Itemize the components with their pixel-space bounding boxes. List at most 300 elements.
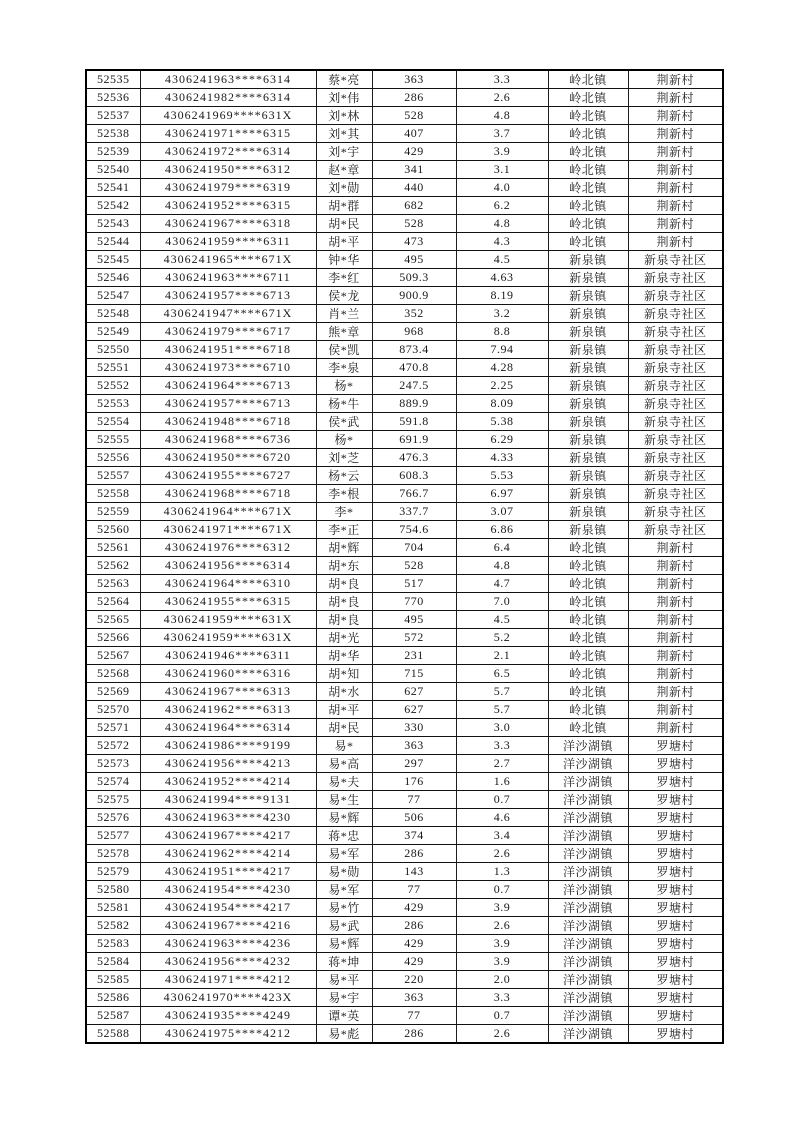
table-row bbox=[86, 269, 723, 287]
table-row bbox=[86, 1007, 723, 1025]
cell-serial-number: 52586 bbox=[86, 989, 140, 1007]
cell-id-number: 4306241946****6311 bbox=[140, 647, 316, 665]
cell-value-1: 968 bbox=[372, 323, 456, 341]
cell-town: 洋沙湖镇 bbox=[548, 935, 628, 953]
cell-serial-number: 52558 bbox=[86, 485, 140, 503]
cell-town: 新泉镇 bbox=[548, 341, 628, 359]
cell-id-number: 4306241962****6313 bbox=[140, 701, 316, 719]
cell-town: 岭北镇 bbox=[548, 233, 628, 251]
cell-name: 侯*凯 bbox=[316, 341, 372, 359]
cell-serial-number: 52567 bbox=[86, 647, 140, 665]
cell-id-number: 4306241973****6710 bbox=[140, 359, 316, 377]
cell-value-2: 7.0 bbox=[456, 593, 548, 611]
cell-value-2: 3.3 bbox=[456, 989, 548, 1007]
cell-village: 荆新村 bbox=[628, 70, 723, 89]
cell-village: 新泉寺社区 bbox=[628, 413, 723, 431]
cell-village: 荆新村 bbox=[628, 683, 723, 701]
table-row bbox=[86, 287, 723, 305]
cell-id-number: 4306241951****6718 bbox=[140, 341, 316, 359]
cell-id-number: 4306241956****4213 bbox=[140, 755, 316, 773]
cell-value-2: 5.7 bbox=[456, 683, 548, 701]
cell-name: 易*辉 bbox=[316, 809, 372, 827]
cell-id-number: 4306241957****6713 bbox=[140, 287, 316, 305]
cell-serial-number: 52555 bbox=[86, 431, 140, 449]
cell-id-number: 4306241975****4212 bbox=[140, 1025, 316, 1044]
cell-town: 洋沙湖镇 bbox=[548, 791, 628, 809]
cell-town: 洋沙湖镇 bbox=[548, 971, 628, 989]
table-row bbox=[86, 539, 723, 557]
cell-name: 易*高 bbox=[316, 755, 372, 773]
cell-name: 谭*英 bbox=[316, 1007, 372, 1025]
cell-name: 胡*民 bbox=[316, 719, 372, 737]
cell-value-2: 3.1 bbox=[456, 161, 548, 179]
cell-id-number: 4306241950****6720 bbox=[140, 449, 316, 467]
cell-value-1: 528 bbox=[372, 557, 456, 575]
table-row bbox=[86, 557, 723, 575]
cell-id-number: 4306241954****4230 bbox=[140, 881, 316, 899]
cell-value-1: 337.7 bbox=[372, 503, 456, 521]
table-row bbox=[86, 431, 723, 449]
cell-village: 荆新村 bbox=[628, 215, 723, 233]
cell-village: 罗塘村 bbox=[628, 935, 723, 953]
cell-town: 新泉镇 bbox=[548, 503, 628, 521]
cell-value-1: 715 bbox=[372, 665, 456, 683]
cell-value-1: 341 bbox=[372, 161, 456, 179]
cell-serial-number: 52537 bbox=[86, 107, 140, 125]
cell-name: 肖*兰 bbox=[316, 305, 372, 323]
cell-value-2: 1.6 bbox=[456, 773, 548, 791]
cell-serial-number: 52576 bbox=[86, 809, 140, 827]
cell-id-number: 4306241963****6314 bbox=[140, 70, 316, 89]
cell-id-number: 4306241976****6312 bbox=[140, 539, 316, 557]
cell-id-number: 4306241959****631X bbox=[140, 611, 316, 629]
cell-value-1: 407 bbox=[372, 125, 456, 143]
cell-serial-number: 52579 bbox=[86, 863, 140, 881]
table-row bbox=[86, 251, 723, 269]
cell-name: 李*泉 bbox=[316, 359, 372, 377]
cell-town: 新泉镇 bbox=[548, 413, 628, 431]
cell-value-2: 8.19 bbox=[456, 287, 548, 305]
cell-value-1: 627 bbox=[372, 683, 456, 701]
cell-value-1: 143 bbox=[372, 863, 456, 881]
cell-village: 荆新村 bbox=[628, 575, 723, 593]
table-row bbox=[86, 575, 723, 593]
table-row bbox=[86, 70, 723, 89]
cell-serial-number: 52556 bbox=[86, 449, 140, 467]
cell-id-number: 4306241954****4217 bbox=[140, 899, 316, 917]
cell-id-number: 4306241964****6310 bbox=[140, 575, 316, 593]
cell-serial-number: 52541 bbox=[86, 179, 140, 197]
table-row bbox=[86, 179, 723, 197]
cell-town: 洋沙湖镇 bbox=[548, 863, 628, 881]
cell-value-1: 330 bbox=[372, 719, 456, 737]
cell-id-number: 4306241968****6736 bbox=[140, 431, 316, 449]
cell-value-1: 509.3 bbox=[372, 269, 456, 287]
cell-name: 胡*良 bbox=[316, 611, 372, 629]
cell-serial-number: 52549 bbox=[86, 323, 140, 341]
cell-value-2: 4.33 bbox=[456, 449, 548, 467]
cell-village: 新泉寺社区 bbox=[628, 359, 723, 377]
table-row bbox=[86, 467, 723, 485]
cell-serial-number: 52585 bbox=[86, 971, 140, 989]
table-row bbox=[86, 143, 723, 161]
cell-value-1: 77 bbox=[372, 1007, 456, 1025]
cell-id-number: 4306241971****6315 bbox=[140, 125, 316, 143]
cell-village: 荆新村 bbox=[628, 161, 723, 179]
cell-town: 岭北镇 bbox=[548, 629, 628, 647]
cell-town: 岭北镇 bbox=[548, 539, 628, 557]
cell-village: 罗塘村 bbox=[628, 827, 723, 845]
cell-town: 洋沙湖镇 bbox=[548, 989, 628, 1007]
cell-town: 新泉镇 bbox=[548, 449, 628, 467]
cell-serial-number: 52550 bbox=[86, 341, 140, 359]
cell-serial-number: 52573 bbox=[86, 755, 140, 773]
cell-name: 易*生 bbox=[316, 791, 372, 809]
cell-value-2: 3.3 bbox=[456, 70, 548, 89]
cell-town: 新泉镇 bbox=[548, 269, 628, 287]
cell-value-2: 4.5 bbox=[456, 251, 548, 269]
cell-village: 荆新村 bbox=[628, 719, 723, 737]
cell-id-number: 4306241959****6311 bbox=[140, 233, 316, 251]
cell-village: 荆新村 bbox=[628, 179, 723, 197]
cell-id-number: 4306241967****6313 bbox=[140, 683, 316, 701]
cell-name: 易*军 bbox=[316, 845, 372, 863]
cell-value-2: 6.29 bbox=[456, 431, 548, 449]
cell-serial-number: 52563 bbox=[86, 575, 140, 593]
cell-village: 新泉寺社区 bbox=[628, 251, 723, 269]
cell-village: 荆新村 bbox=[628, 143, 723, 161]
cell-village: 新泉寺社区 bbox=[628, 377, 723, 395]
cell-value-1: 517 bbox=[372, 575, 456, 593]
cell-town: 岭北镇 bbox=[548, 89, 628, 107]
cell-id-number: 4306241955****6727 bbox=[140, 467, 316, 485]
cell-village: 罗塘村 bbox=[628, 953, 723, 971]
cell-village: 荆新村 bbox=[628, 107, 723, 125]
cell-village: 荆新村 bbox=[628, 701, 723, 719]
table-row bbox=[86, 503, 723, 521]
cell-name: 胡*平 bbox=[316, 233, 372, 251]
cell-name: 易*武 bbox=[316, 917, 372, 935]
cell-serial-number: 52542 bbox=[86, 197, 140, 215]
cell-name: 刘*勋 bbox=[316, 179, 372, 197]
cell-village: 荆新村 bbox=[628, 125, 723, 143]
cell-value-1: 429 bbox=[372, 953, 456, 971]
cell-id-number: 4306241963****4236 bbox=[140, 935, 316, 953]
cell-name: 胡*东 bbox=[316, 557, 372, 575]
cell-id-number: 4306241963****4230 bbox=[140, 809, 316, 827]
cell-serial-number: 52535 bbox=[86, 70, 140, 89]
cell-value-2: 6.97 bbox=[456, 485, 548, 503]
cell-value-1: 176 bbox=[372, 773, 456, 791]
cell-town: 新泉镇 bbox=[548, 521, 628, 539]
cell-value-1: 286 bbox=[372, 917, 456, 935]
cell-village: 荆新村 bbox=[628, 539, 723, 557]
cell-town: 洋沙湖镇 bbox=[548, 953, 628, 971]
table-body bbox=[86, 70, 723, 1043]
records-table bbox=[85, 69, 724, 1044]
cell-village: 罗塘村 bbox=[628, 917, 723, 935]
table-row bbox=[86, 323, 723, 341]
table-row bbox=[86, 485, 723, 503]
cell-town: 新泉镇 bbox=[548, 287, 628, 305]
cell-village: 罗塘村 bbox=[628, 971, 723, 989]
cell-town: 洋沙湖镇 bbox=[548, 737, 628, 755]
cell-town: 新泉镇 bbox=[548, 395, 628, 413]
cell-value-2: 0.7 bbox=[456, 881, 548, 899]
cell-id-number: 4306241955****6315 bbox=[140, 593, 316, 611]
cell-value-1: 231 bbox=[372, 647, 456, 665]
cell-value-1: 429 bbox=[372, 143, 456, 161]
cell-village: 罗塘村 bbox=[628, 863, 723, 881]
cell-value-2: 2.6 bbox=[456, 89, 548, 107]
cell-value-1: 682 bbox=[372, 197, 456, 215]
cell-serial-number: 52561 bbox=[86, 539, 140, 557]
cell-value-2: 5.7 bbox=[456, 701, 548, 719]
cell-name: 蒋*坤 bbox=[316, 953, 372, 971]
cell-name: 易*辉 bbox=[316, 935, 372, 953]
cell-serial-number: 52583 bbox=[86, 935, 140, 953]
table-row bbox=[86, 1025, 723, 1044]
cell-id-number: 4306241963****6711 bbox=[140, 269, 316, 287]
table-row bbox=[86, 521, 723, 539]
cell-name: 李*根 bbox=[316, 485, 372, 503]
cell-town: 洋沙湖镇 bbox=[548, 917, 628, 935]
cell-value-1: 374 bbox=[372, 827, 456, 845]
cell-name: 刘*伟 bbox=[316, 89, 372, 107]
cell-town: 岭北镇 bbox=[548, 557, 628, 575]
cell-village: 罗塘村 bbox=[628, 791, 723, 809]
cell-village: 荆新村 bbox=[628, 647, 723, 665]
cell-name: 熊*章 bbox=[316, 323, 372, 341]
cell-value-1: 470.8 bbox=[372, 359, 456, 377]
cell-town: 新泉镇 bbox=[548, 359, 628, 377]
cell-town: 洋沙湖镇 bbox=[548, 899, 628, 917]
cell-village: 荆新村 bbox=[628, 629, 723, 647]
cell-village: 罗塘村 bbox=[628, 755, 723, 773]
cell-value-2: 3.7 bbox=[456, 125, 548, 143]
cell-serial-number: 52572 bbox=[86, 737, 140, 755]
cell-id-number: 4306241967****4217 bbox=[140, 827, 316, 845]
cell-town: 岭北镇 bbox=[548, 215, 628, 233]
table-row bbox=[86, 449, 723, 467]
cell-value-2: 4.0 bbox=[456, 179, 548, 197]
table-row bbox=[86, 341, 723, 359]
cell-village: 罗塘村 bbox=[628, 989, 723, 1007]
cell-serial-number: 52588 bbox=[86, 1025, 140, 1044]
cell-town: 洋沙湖镇 bbox=[548, 755, 628, 773]
cell-village: 罗塘村 bbox=[628, 845, 723, 863]
cell-town: 洋沙湖镇 bbox=[548, 1007, 628, 1025]
cell-value-2: 4.8 bbox=[456, 215, 548, 233]
cell-name: 赵*章 bbox=[316, 161, 372, 179]
cell-value-1: 363 bbox=[372, 989, 456, 1007]
table-row bbox=[86, 827, 723, 845]
cell-value-1: 352 bbox=[372, 305, 456, 323]
cell-serial-number: 52551 bbox=[86, 359, 140, 377]
cell-value-2: 5.38 bbox=[456, 413, 548, 431]
cell-value-2: 6.4 bbox=[456, 539, 548, 557]
cell-name: 胡*良 bbox=[316, 593, 372, 611]
cell-serial-number: 52575 bbox=[86, 791, 140, 809]
cell-village: 荆新村 bbox=[628, 593, 723, 611]
cell-value-1: 528 bbox=[372, 107, 456, 125]
cell-value-2: 2.25 bbox=[456, 377, 548, 395]
cell-id-number: 4306241956****6314 bbox=[140, 557, 316, 575]
cell-serial-number: 52544 bbox=[86, 233, 140, 251]
cell-name: 胡*平 bbox=[316, 701, 372, 719]
cell-value-1: 286 bbox=[372, 845, 456, 863]
table-row bbox=[86, 89, 723, 107]
cell-value-2: 4.8 bbox=[456, 557, 548, 575]
cell-value-2: 3.9 bbox=[456, 899, 548, 917]
cell-village: 荆新村 bbox=[628, 197, 723, 215]
cell-serial-number: 52540 bbox=[86, 161, 140, 179]
cell-value-2: 3.07 bbox=[456, 503, 548, 521]
table-row bbox=[86, 215, 723, 233]
cell-value-1: 691.9 bbox=[372, 431, 456, 449]
cell-town: 新泉镇 bbox=[548, 431, 628, 449]
cell-value-1: 297 bbox=[372, 755, 456, 773]
cell-village: 新泉寺社区 bbox=[628, 323, 723, 341]
cell-value-2: 3.0 bbox=[456, 719, 548, 737]
cell-town: 岭北镇 bbox=[548, 647, 628, 665]
cell-value-2: 4.3 bbox=[456, 233, 548, 251]
cell-name: 易*宇 bbox=[316, 989, 372, 1007]
cell-name: 易*勋 bbox=[316, 863, 372, 881]
cell-value-2: 3.9 bbox=[456, 953, 548, 971]
table-row bbox=[86, 665, 723, 683]
cell-village: 新泉寺社区 bbox=[628, 269, 723, 287]
cell-town: 洋沙湖镇 bbox=[548, 1025, 628, 1044]
cell-value-2: 6.86 bbox=[456, 521, 548, 539]
cell-id-number: 4306241969****631X bbox=[140, 107, 316, 125]
cell-town: 岭北镇 bbox=[548, 611, 628, 629]
table-row bbox=[86, 359, 723, 377]
cell-value-2: 4.8 bbox=[456, 107, 548, 125]
cell-id-number: 4306241994****9131 bbox=[140, 791, 316, 809]
cell-town: 岭北镇 bbox=[548, 575, 628, 593]
cell-name: 胡*华 bbox=[316, 647, 372, 665]
cell-village: 新泉寺社区 bbox=[628, 395, 723, 413]
table-row bbox=[86, 737, 723, 755]
cell-value-2: 4.6 bbox=[456, 809, 548, 827]
cell-id-number: 4306241982****6314 bbox=[140, 89, 316, 107]
cell-town: 岭北镇 bbox=[548, 179, 628, 197]
cell-name: 胡*知 bbox=[316, 665, 372, 683]
table-row bbox=[86, 845, 723, 863]
cell-serial-number: 52580 bbox=[86, 881, 140, 899]
cell-name: 胡*群 bbox=[316, 197, 372, 215]
cell-id-number: 4306241952****6315 bbox=[140, 197, 316, 215]
cell-village: 罗塘村 bbox=[628, 773, 723, 791]
cell-serial-number: 52539 bbox=[86, 143, 140, 161]
table-row bbox=[86, 647, 723, 665]
cell-town: 岭北镇 bbox=[548, 593, 628, 611]
cell-value-1: 220 bbox=[372, 971, 456, 989]
cell-town: 新泉镇 bbox=[548, 323, 628, 341]
table-row bbox=[86, 593, 723, 611]
cell-serial-number: 52557 bbox=[86, 467, 140, 485]
cell-serial-number: 52571 bbox=[86, 719, 140, 737]
cell-id-number: 4306241935****4249 bbox=[140, 1007, 316, 1025]
cell-value-2: 3.4 bbox=[456, 827, 548, 845]
table-row bbox=[86, 935, 723, 953]
cell-value-2: 2.1 bbox=[456, 647, 548, 665]
cell-value-1: 77 bbox=[372, 881, 456, 899]
cell-serial-number: 52554 bbox=[86, 413, 140, 431]
cell-value-1: 286 bbox=[372, 1025, 456, 1044]
cell-name: 蒋*忠 bbox=[316, 827, 372, 845]
table-row bbox=[86, 791, 723, 809]
cell-value-2: 2.6 bbox=[456, 917, 548, 935]
cell-serial-number: 52584 bbox=[86, 953, 140, 971]
cell-value-2: 3.2 bbox=[456, 305, 548, 323]
cell-town: 岭北镇 bbox=[548, 197, 628, 215]
cell-serial-number: 52553 bbox=[86, 395, 140, 413]
cell-name: 胡*水 bbox=[316, 683, 372, 701]
cell-value-1: 766.7 bbox=[372, 485, 456, 503]
table-row bbox=[86, 899, 723, 917]
cell-town: 新泉镇 bbox=[548, 377, 628, 395]
cell-name: 刘*林 bbox=[316, 107, 372, 125]
cell-value-2: 2.6 bbox=[456, 1025, 548, 1044]
cell-village: 新泉寺社区 bbox=[628, 341, 723, 359]
cell-town: 岭北镇 bbox=[548, 665, 628, 683]
cell-serial-number: 52587 bbox=[86, 1007, 140, 1025]
cell-village: 荆新村 bbox=[628, 665, 723, 683]
cell-village: 新泉寺社区 bbox=[628, 503, 723, 521]
cell-value-1: 770 bbox=[372, 593, 456, 611]
cell-serial-number: 52564 bbox=[86, 593, 140, 611]
cell-village: 新泉寺社区 bbox=[628, 305, 723, 323]
cell-value-2: 3.3 bbox=[456, 737, 548, 755]
cell-id-number: 4306241979****6717 bbox=[140, 323, 316, 341]
table-row bbox=[86, 305, 723, 323]
table-row bbox=[86, 413, 723, 431]
table-row bbox=[86, 773, 723, 791]
cell-value-1: 704 bbox=[372, 539, 456, 557]
cell-value-1: 528 bbox=[372, 215, 456, 233]
cell-village: 荆新村 bbox=[628, 233, 723, 251]
cell-name: 胡*辉 bbox=[316, 539, 372, 557]
cell-id-number: 4306241964****671X bbox=[140, 503, 316, 521]
cell-value-1: 429 bbox=[372, 899, 456, 917]
cell-serial-number: 52538 bbox=[86, 125, 140, 143]
cell-village: 新泉寺社区 bbox=[628, 467, 723, 485]
cell-town: 洋沙湖镇 bbox=[548, 845, 628, 863]
cell-serial-number: 52552 bbox=[86, 377, 140, 395]
cell-town: 岭北镇 bbox=[548, 107, 628, 125]
cell-id-number: 4306241971****4212 bbox=[140, 971, 316, 989]
cell-value-1: 247.5 bbox=[372, 377, 456, 395]
cell-serial-number: 52578 bbox=[86, 845, 140, 863]
cell-value-1: 473 bbox=[372, 233, 456, 251]
cell-village: 罗塘村 bbox=[628, 1025, 723, 1044]
table-row bbox=[86, 107, 723, 125]
cell-village: 罗塘村 bbox=[628, 1007, 723, 1025]
table-row bbox=[86, 953, 723, 971]
cell-value-1: 900.9 bbox=[372, 287, 456, 305]
cell-serial-number: 52569 bbox=[86, 683, 140, 701]
cell-value-1: 889.9 bbox=[372, 395, 456, 413]
cell-id-number: 4306241951****4217 bbox=[140, 863, 316, 881]
cell-value-2: 2.6 bbox=[456, 845, 548, 863]
cell-serial-number: 52582 bbox=[86, 917, 140, 935]
cell-value-2: 6.2 bbox=[456, 197, 548, 215]
cell-id-number: 4306241952****4214 bbox=[140, 773, 316, 791]
cell-value-1: 77 bbox=[372, 791, 456, 809]
cell-id-number: 4306241960****6316 bbox=[140, 665, 316, 683]
